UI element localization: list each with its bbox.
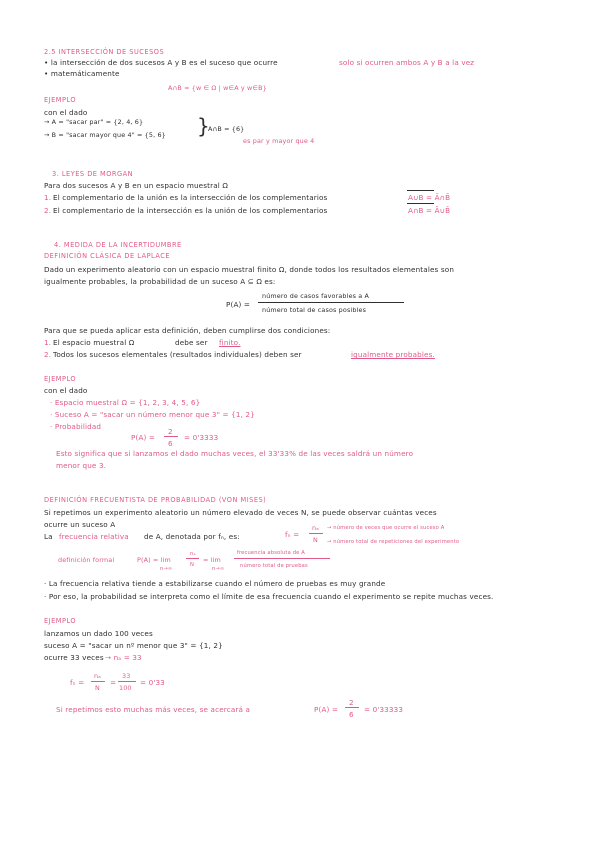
fn-note-2: → número total de repeticiones del experimento (327, 539, 460, 545)
example-denominator: 6 (168, 439, 173, 448)
laplace-pa: P(A) = (226, 300, 251, 309)
example-value: = 0'3333 (184, 433, 219, 442)
morgan-law-2: El complementario de la intersección es la unión de los complementarios (53, 206, 328, 215)
frecuentista-title: DEFINICIÓN FRECUENTISTA DE PROBABILIDAD (VON MISES) (44, 496, 267, 504)
condition-1-b: debe ser (175, 338, 208, 347)
section-title-medida: 4. MEDIDA DE LA INCERTIDUMBRE (54, 241, 182, 249)
morgan-intro: Para dos sucesos A y B en un espacio muestral Ω (44, 181, 228, 190)
ejemplo3-conclusion-value: = 0'33333 (364, 705, 404, 714)
example-fraction-bar (164, 436, 178, 437)
example-pa: P(A) = (131, 433, 156, 442)
ejemplo-title-1: EJEMPLO (44, 96, 77, 104)
intersection-definition-highlight: solo si ocurren ambos A y B a la vez (339, 58, 475, 67)
section-title-interseccion: 2.5 INTERSECCIÓN DE SUCESOS (44, 48, 165, 56)
ejemplo3-line-3b: → nₐ = 33 (105, 653, 142, 662)
formal-words-numerator: frecuencia absoluta de A (237, 550, 305, 556)
intersection-math-label: • matemáticamente (44, 69, 120, 78)
condition-1-a: El espacio muestral Ω (53, 338, 135, 347)
intersection-definition: • la intersección de dos sucesos A y B es el suceso que ocurre (44, 58, 278, 67)
ejemplo3-value: = 0'33 (140, 678, 165, 687)
morgan-law-1: El complementario de la unión es la intersección de los complementarios (53, 193, 328, 202)
laplace-paragraph-1: Dado un experimento aleatorio con un espacio muestral finito Ω, donde todos los resultados elementales son (44, 265, 455, 274)
frecuentista-bullet-2: · Por eso, la probabilidad se interpreta como el límite de esa frecuencia cuando el experimento se repite muchas veces. (44, 592, 494, 601)
formal-fraction-bar-2 (234, 558, 330, 559)
fn-note-1: → número de veces que ocurre el suceso A (327, 525, 445, 531)
overline-2 (407, 203, 434, 204)
laplace-subtitle: DEFINICIÓN CLÁSICA DE LAPLACE (44, 252, 171, 260)
fn-numerator: nₐ (312, 524, 319, 532)
formal-limit-sub-1: n→∞ (160, 566, 173, 572)
condition-2-b: igualmente probables. (351, 350, 435, 359)
fn-fraction-bar (309, 533, 323, 534)
ejemplo3-fraction-bar-2 (118, 681, 136, 682)
ejemplo3-line-3a: ocurre 33 veces (44, 653, 104, 662)
frecuentista-p3-a: La (44, 532, 53, 541)
event-a-example: · Suceso A = "sacar un número menor que 3" = {1, 2} (50, 410, 255, 419)
intersection-result: A∩B = {6} (208, 125, 245, 133)
laplace-conditions-intro: Para que se pueda aplicar esta definición, deben cumplirse dos condiciones: (44, 326, 331, 335)
fn-denominator: N (313, 536, 318, 544)
ejemplo3-conclusion-pa: P(A) = (314, 705, 339, 714)
ejemplo3-conclusion: Si repetimos esto muchas más veces, se acercará a (56, 705, 251, 714)
overline-1 (407, 190, 434, 191)
morgan-law-2-number: 2. (44, 206, 52, 215)
formal-eq-lim: = lim (203, 556, 221, 564)
laplace-numerator: número de casos favorables a A (262, 292, 370, 300)
sample-space: · Espacio muestral Ω = {1, 2, 3, 4, 5, 6} (50, 398, 201, 407)
laplace-fraction-bar (258, 302, 404, 303)
formal-fraction-numerator: nₐ (190, 551, 196, 557)
intersection-formula: A∩B = {w ∈ Ω | w∈A y w∈B} (168, 84, 267, 92)
frecuentista-p3-b: frecuencia relativa (59, 532, 129, 541)
laplace-denominator: número total de casos posibles (262, 306, 367, 314)
condition-2-number: 2. (44, 350, 52, 359)
example-numerator: 2 (168, 427, 173, 436)
frecuentista-p3-c: de A, denotada por fₙ, es: (144, 532, 240, 541)
ejemplo3-f1-denominator: N (95, 684, 100, 692)
ejemplo3-f2-denominator: 100 (119, 684, 132, 692)
ejemplo3-line-1: lanzamos un dado 100 veces (44, 629, 153, 638)
fn-lhs: fₙ = (285, 530, 300, 539)
formal-words-denominator: número total de pruebas (240, 563, 308, 569)
frecuentista-paragraph-2: ocurre un suceso A (44, 520, 116, 529)
ejemplo-dado-2: con el dado (44, 386, 88, 395)
morgan-law-1-number: 1. (44, 193, 52, 202)
morgan-law-2-formula: A∩B = Ā∪B̄ (408, 206, 451, 215)
ejemplo-title-2: EJEMPLO (44, 375, 77, 383)
condition-1-number: 1. (44, 338, 52, 347)
ejemplo-title-3: EJEMPLO (44, 617, 77, 625)
frecuentista-paragraph-1: Si repetimos un experimento aleatorio un número elevado de veces N, se puede observar cuántas veces (44, 508, 437, 517)
event-a-definition: → A = "sacar par" = {2, 4, 6} (44, 118, 144, 126)
ejemplo3-fn: fₙ = (70, 678, 85, 687)
brace-symbol: } (197, 114, 210, 138)
condition-1-c: finito. (219, 338, 241, 347)
ejemplo3-conclusion-bar (345, 707, 359, 708)
example-interpretation-2: menor que 3. (56, 461, 107, 470)
ejemplo3-conclusion-numerator: 2 (349, 698, 354, 707)
example-interpretation-1: Esto significa que si lanzamos el dado muchas veces, el 33'33% de las veces saldrá un número (56, 449, 414, 458)
formal-fraction-bar-1 (186, 558, 199, 559)
ejemplo-dado-1: con el dado (44, 108, 88, 117)
morgan-law-1-formula: A∪B = Ā∩B̄ (408, 193, 451, 202)
laplace-paragraph-2: igualmente probables, la probabilidad de un suceso A ⊆ Ω es: (44, 277, 276, 286)
formal-fraction-denominator: N (190, 562, 195, 568)
frecuentista-bullet-1: · La frecuencia relativa tiende a estabilizarse cuando el número de pruebas es muy grande (44, 579, 386, 588)
formal-definition-label: definición formal (58, 556, 115, 564)
formal-limit-sub-2: n→∞ (212, 566, 225, 572)
condition-2-a: Todos los sucesos elementales (resultados individuales) deben ser (53, 350, 302, 359)
ejemplo3-fraction-bar-1 (91, 681, 105, 682)
probability-label: · Probabilidad (50, 422, 102, 431)
event-b-definition: → B = "sacar mayor que 4" = {5, 6} (44, 131, 166, 139)
ejemplo3-f1-numerator: nₐ (94, 672, 101, 680)
ejemplo3-eq: = (110, 678, 117, 687)
ejemplo3-conclusion-denominator: 6 (349, 710, 354, 719)
section-title-morgan: 3. LEYES DE MORGAN (52, 170, 134, 178)
ejemplo3-line-2: suceso A = "sacar un nº menor que 3" = {1, 2} (44, 641, 223, 650)
intersection-note: es par y mayor que 4 (243, 137, 315, 145)
formal-definition-p: P(A) = lim (137, 556, 171, 564)
ejemplo3-f2-numerator: 33 (122, 672, 131, 680)
